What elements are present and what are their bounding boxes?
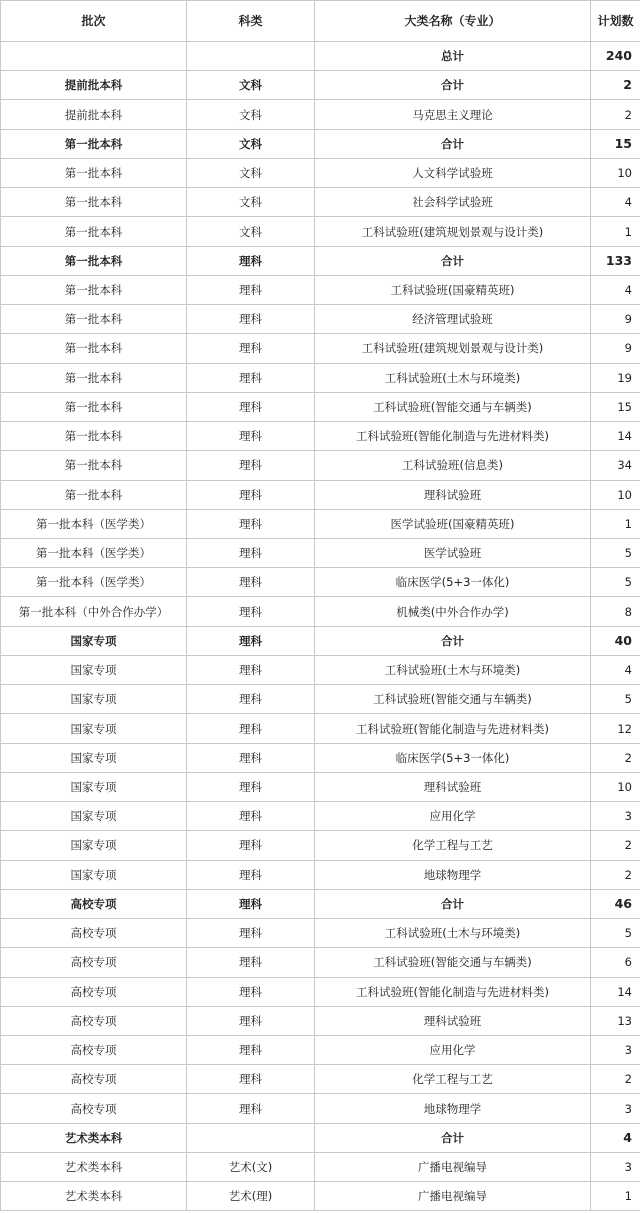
batch-cell: 国家专项 — [1, 743, 187, 772]
table-row — [1, 275, 640, 304]
header-row — [1, 1, 640, 42]
subject-category-cell: 艺术(理) — [187, 1182, 315, 1211]
subject-category-cell: 理科 — [187, 977, 315, 1006]
subject-category-cell: 理科 — [187, 1094, 315, 1123]
plan-count-cell: 240 — [591, 42, 640, 71]
batch-cell: 艺术类本科 — [1, 1152, 187, 1181]
plan-count-cell: 1 — [591, 1182, 640, 1211]
table-body — [1, 42, 640, 1211]
batch-cell: 国家专项 — [1, 714, 187, 743]
plan-count-cell: 4 — [591, 188, 640, 217]
plan-count-cell: 5 — [591, 919, 640, 948]
batch-cell: 第一批本科 — [1, 129, 187, 158]
table-row — [1, 1094, 640, 1123]
subject-category-cell: 理科 — [187, 451, 315, 480]
table-row — [1, 538, 640, 567]
batch-cell: 高校专项 — [1, 1094, 187, 1123]
major-cell: 工科试验班(国豪精英班) — [315, 275, 591, 304]
batch-cell: 第一批本科 — [1, 246, 187, 275]
major-cell: 广播电视编导 — [315, 1182, 591, 1211]
subject-category-cell: 文科 — [187, 100, 315, 129]
major-cell: 经济管理试验班 — [315, 305, 591, 334]
plan-count-cell: 4 — [591, 655, 640, 684]
batch-cell: 国家专项 — [1, 802, 187, 831]
plan-count-cell: 3 — [591, 1152, 640, 1181]
header-major: 大类名称（专业） — [315, 1, 591, 42]
table-row — [1, 188, 640, 217]
batch-cell: 国家专项 — [1, 772, 187, 801]
batch-cell: 艺术类本科 — [1, 1182, 187, 1211]
plan-count-cell: 5 — [591, 568, 640, 597]
major-cell: 临床医学(5+3一体化) — [315, 568, 591, 597]
plan-count-cell: 14 — [591, 977, 640, 1006]
subject-category-cell: 理科 — [187, 714, 315, 743]
subject-category-cell: 理科 — [187, 919, 315, 948]
subject-category-cell: 理科 — [187, 626, 315, 655]
plan-count-cell: 6 — [591, 948, 640, 977]
subject-category-cell: 文科 — [187, 71, 315, 100]
batch-cell: 艺术类本科 — [1, 1123, 187, 1152]
table-row — [1, 714, 640, 743]
subject-category-cell: 理科 — [187, 802, 315, 831]
major-cell: 合计 — [315, 1123, 591, 1152]
major-cell: 理科试验班 — [315, 772, 591, 801]
table-row — [1, 217, 640, 246]
plan-count-cell: 3 — [591, 802, 640, 831]
table-row — [1, 919, 640, 948]
batch-cell: 第一批本科 — [1, 188, 187, 217]
major-cell: 医学试验班 — [315, 538, 591, 567]
batch-cell: 高校专项 — [1, 948, 187, 977]
batch-cell: 国家专项 — [1, 831, 187, 860]
batch-cell: 高校专项 — [1, 1035, 187, 1064]
plan-count-cell: 10 — [591, 480, 640, 509]
plan-count-cell: 2 — [591, 71, 640, 100]
batch-cell: 第一批本科 — [1, 422, 187, 451]
plan-count-cell: 10 — [591, 772, 640, 801]
plan-count-cell: 34 — [591, 451, 640, 480]
table-row — [1, 100, 640, 129]
batch-cell — [1, 42, 187, 71]
batch-cell: 国家专项 — [1, 685, 187, 714]
subject-category-cell: 艺术(文) — [187, 1152, 315, 1181]
table-row — [1, 772, 640, 801]
table-row — [1, 1065, 640, 1094]
table-row — [1, 1006, 640, 1035]
subject-category-cell: 理科 — [187, 275, 315, 304]
subject-category-cell: 理科 — [187, 889, 315, 918]
table-row — [1, 480, 640, 509]
table-row — [1, 305, 640, 334]
subject-category-cell: 理科 — [187, 948, 315, 977]
subject-category-cell: 理科 — [187, 363, 315, 392]
subject-category-cell: 文科 — [187, 129, 315, 158]
subject-category-cell — [187, 1123, 315, 1152]
header-subject-category: 科类 — [187, 1, 315, 42]
plan-count-cell: 9 — [591, 305, 640, 334]
subject-category-cell: 理科 — [187, 1035, 315, 1064]
major-cell: 合计 — [315, 889, 591, 918]
subject-category-cell: 理科 — [187, 568, 315, 597]
table-row — [1, 363, 640, 392]
batch-cell: 第一批本科（医学类） — [1, 568, 187, 597]
major-cell: 马克思主义理论 — [315, 100, 591, 129]
subject-category-cell — [187, 42, 315, 71]
table-row — [1, 1152, 640, 1181]
subject-category-cell: 文科 — [187, 217, 315, 246]
subtotal-row — [1, 1123, 640, 1152]
major-cell: 人文科学试验班 — [315, 158, 591, 187]
subject-category-cell: 理科 — [187, 305, 315, 334]
subject-category-cell: 文科 — [187, 188, 315, 217]
major-cell: 机械类(中外合作办学) — [315, 597, 591, 626]
table-header — [1, 1, 640, 42]
plan-count-cell: 133 — [591, 246, 640, 275]
subject-category-cell: 理科 — [187, 1006, 315, 1035]
subject-category-cell: 理科 — [187, 509, 315, 538]
subject-category-cell: 理科 — [187, 334, 315, 363]
major-cell: 工科试验班(建筑规划景观与设计类) — [315, 217, 591, 246]
batch-cell: 国家专项 — [1, 860, 187, 889]
subject-category-cell: 理科 — [187, 538, 315, 567]
major-cell: 工科试验班(信息类) — [315, 451, 591, 480]
major-cell: 社会科学试验班 — [315, 188, 591, 217]
table-row — [1, 831, 640, 860]
major-cell: 工科试验班(智能化制造与先进材料类) — [315, 977, 591, 1006]
plan-count-cell: 2 — [591, 1065, 640, 1094]
table-row — [1, 568, 640, 597]
table-row — [1, 977, 640, 1006]
major-cell: 合计 — [315, 246, 591, 275]
major-cell: 理科试验班 — [315, 480, 591, 509]
header-plan-count: 计划数 — [591, 1, 640, 42]
plan-count-cell: 4 — [591, 1123, 640, 1152]
plan-count-cell: 15 — [591, 129, 640, 158]
major-cell: 工科试验班(智能化制造与先进材料类) — [315, 714, 591, 743]
major-cell: 广播电视编导 — [315, 1152, 591, 1181]
batch-cell: 国家专项 — [1, 626, 187, 655]
batch-cell: 高校专项 — [1, 1006, 187, 1035]
subtotal-row — [1, 889, 640, 918]
batch-cell: 国家专项 — [1, 655, 187, 684]
table-row — [1, 802, 640, 831]
subtotal-row — [1, 71, 640, 100]
batch-cell: 第一批本科（医学类） — [1, 509, 187, 538]
subject-category-cell: 理科 — [187, 597, 315, 626]
plan-count-cell: 1 — [591, 509, 640, 538]
plan-count-cell: 5 — [591, 538, 640, 567]
major-cell: 化学工程与工艺 — [315, 1065, 591, 1094]
major-cell: 医学试验班(国豪精英班) — [315, 509, 591, 538]
subject-category-cell: 理科 — [187, 392, 315, 421]
batch-cell: 第一批本科 — [1, 217, 187, 246]
header-batch: 批次 — [1, 1, 187, 42]
table-row — [1, 1182, 640, 1211]
plan-count-cell: 4 — [591, 275, 640, 304]
subtotal-row — [1, 129, 640, 158]
plan-count-cell: 40 — [591, 626, 640, 655]
batch-cell: 第一批本科（中外合作办学） — [1, 597, 187, 626]
plan-count-cell: 2 — [591, 743, 640, 772]
subject-category-cell: 文科 — [187, 158, 315, 187]
plan-count-cell: 8 — [591, 597, 640, 626]
plan-count-cell: 10 — [591, 158, 640, 187]
major-cell: 工科试验班(智能交通与车辆类) — [315, 685, 591, 714]
batch-cell: 第一批本科 — [1, 363, 187, 392]
major-cell: 工科试验班(智能交通与车辆类) — [315, 948, 591, 977]
batch-cell: 提前批本科 — [1, 71, 187, 100]
major-cell: 地球物理学 — [315, 860, 591, 889]
batch-cell: 高校专项 — [1, 919, 187, 948]
subject-category-cell: 理科 — [187, 480, 315, 509]
table-row — [1, 597, 640, 626]
plan-count-cell: 15 — [591, 392, 640, 421]
major-cell: 工科试验班(智能化制造与先进材料类) — [315, 422, 591, 451]
major-cell: 合计 — [315, 626, 591, 655]
batch-cell: 第一批本科 — [1, 480, 187, 509]
table-row — [1, 392, 640, 421]
batch-cell: 提前批本科 — [1, 100, 187, 129]
major-cell: 工科试验班(土木与环境类) — [315, 655, 591, 684]
major-cell: 合计 — [315, 71, 591, 100]
batch-cell: 第一批本科 — [1, 275, 187, 304]
major-cell: 总计 — [315, 42, 591, 71]
plan-count-cell: 1 — [591, 217, 640, 246]
plan-count-cell: 2 — [591, 831, 640, 860]
major-cell: 工科试验班(建筑规划景观与设计类) — [315, 334, 591, 363]
batch-cell: 第一批本科（医学类） — [1, 538, 187, 567]
major-cell: 临床医学(5+3一体化) — [315, 743, 591, 772]
table-row — [1, 422, 640, 451]
plan-count-cell: 46 — [591, 889, 640, 918]
subject-category-cell: 理科 — [187, 772, 315, 801]
table-row — [1, 509, 640, 538]
major-cell: 工科试验班(土木与环境类) — [315, 919, 591, 948]
table-row — [1, 334, 640, 363]
major-cell: 工科试验班(土木与环境类) — [315, 363, 591, 392]
plan-count-cell: 5 — [591, 685, 640, 714]
subject-category-cell: 理科 — [187, 831, 315, 860]
plan-count-cell: 19 — [591, 363, 640, 392]
major-cell: 应用化学 — [315, 1035, 591, 1064]
major-cell: 应用化学 — [315, 802, 591, 831]
plan-count-cell: 14 — [591, 422, 640, 451]
batch-cell: 第一批本科 — [1, 158, 187, 187]
table-row — [1, 743, 640, 772]
subject-category-cell: 理科 — [187, 743, 315, 772]
plan-count-cell: 13 — [591, 1006, 640, 1035]
batch-cell: 高校专项 — [1, 1065, 187, 1094]
plan-count-cell: 3 — [591, 1035, 640, 1064]
batch-cell: 高校专项 — [1, 977, 187, 1006]
subtotal-row — [1, 626, 640, 655]
plan-count-cell: 12 — [591, 714, 640, 743]
major-cell: 地球物理学 — [315, 1094, 591, 1123]
major-cell: 化学工程与工艺 — [315, 831, 591, 860]
subtotal-row — [1, 246, 640, 275]
plan-count-cell: 2 — [591, 860, 640, 889]
subject-category-cell: 理科 — [187, 860, 315, 889]
batch-cell: 第一批本科 — [1, 392, 187, 421]
batch-cell: 第一批本科 — [1, 451, 187, 480]
plan-count-cell: 2 — [591, 100, 640, 129]
batch-cell: 第一批本科 — [1, 305, 187, 334]
table-row — [1, 948, 640, 977]
table-row — [1, 860, 640, 889]
plan-count-cell: 3 — [591, 1094, 640, 1123]
table-row — [1, 451, 640, 480]
subject-category-cell: 理科 — [187, 1065, 315, 1094]
table-row — [1, 158, 640, 187]
table-row — [1, 1035, 640, 1064]
subject-category-cell: 理科 — [187, 422, 315, 451]
table-row — [1, 685, 640, 714]
major-cell: 工科试验班(智能交通与车辆类) — [315, 392, 591, 421]
major-cell: 合计 — [315, 129, 591, 158]
plan-count-cell: 9 — [591, 334, 640, 363]
table-row — [1, 655, 640, 684]
subject-category-cell: 理科 — [187, 685, 315, 714]
major-cell: 理科试验班 — [315, 1006, 591, 1035]
subtotal-row — [1, 42, 640, 71]
subject-category-cell: 理科 — [187, 246, 315, 275]
batch-cell: 第一批本科 — [1, 334, 187, 363]
batch-cell: 高校专项 — [1, 889, 187, 918]
subject-category-cell: 理科 — [187, 655, 315, 684]
